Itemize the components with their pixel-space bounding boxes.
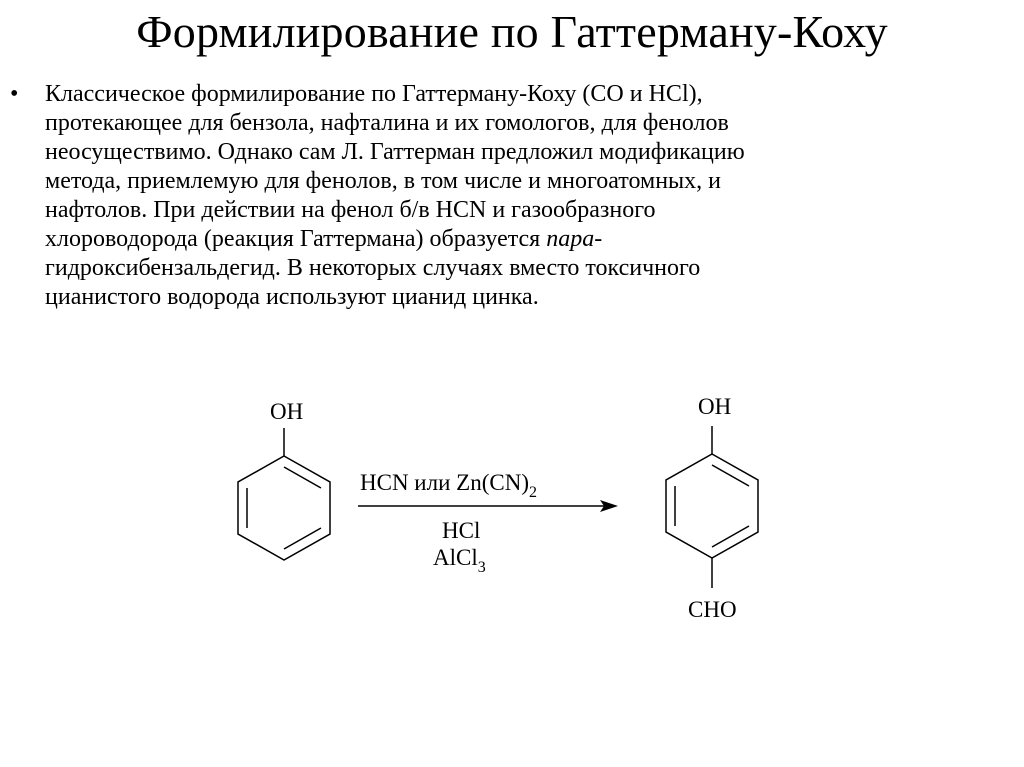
reagent-below-arrow-line1: HCl xyxy=(442,518,481,543)
product-oh-label: OH xyxy=(698,394,732,419)
product-double-bond xyxy=(712,526,749,547)
paragraph-line: гидроксибензальдегид. В некоторых случаях вместо токсичного xyxy=(45,255,701,281)
reagent-below-arrow-line2: AlCl$_3$ xyxy=(433,545,486,576)
paragraph-line: неосуществимо. Однако сам Л. Гаттерман предложил модификацию xyxy=(45,139,745,165)
reaction-scheme xyxy=(0,370,1024,660)
product-double-bond xyxy=(712,465,749,486)
phenol-oh-label: OH xyxy=(270,399,304,424)
slide-title: Формилирование по Гаттерману-Коху xyxy=(136,6,888,57)
paragraph-line: цианистого водорода используют цианид цинка. xyxy=(45,284,539,310)
product-structure xyxy=(666,426,758,588)
paragraph-line: метода, приемлемую для фенолов, в том числе и многоатомных, и xyxy=(45,168,722,194)
bullet-paragraph xyxy=(10,80,970,312)
phenol-double-bond xyxy=(284,467,321,488)
reaction-arrow xyxy=(358,500,618,512)
para-italic-term: пара- xyxy=(546,226,603,252)
paragraph-line: протекающее для бензола, нафталина и их гомологов, для фенолов xyxy=(45,110,729,136)
paragraph-text xyxy=(45,80,970,312)
reaction-scheme-svg xyxy=(0,370,1024,660)
paragraph-line: нафтолов. При действии на фенол б/в HCN и газообразного xyxy=(45,197,656,223)
phenol-double-bond xyxy=(284,528,321,549)
product-cho-label: CHO xyxy=(688,597,737,622)
bullet-marker: • xyxy=(10,81,19,107)
reagent-above-arrow: HCN или $Zn(CN)_2$ xyxy=(360,470,537,501)
paragraph-line: Классическое формилирование по Гаттерману-Коху (CO и HCl), xyxy=(45,81,703,107)
paragraph-line: хлороводорода (реакция Гаттермана) образуется пара- xyxy=(45,226,603,252)
phenol-structure xyxy=(238,428,330,560)
phenol-benzene-ring xyxy=(238,456,330,560)
product-benzene-ring xyxy=(666,454,758,558)
